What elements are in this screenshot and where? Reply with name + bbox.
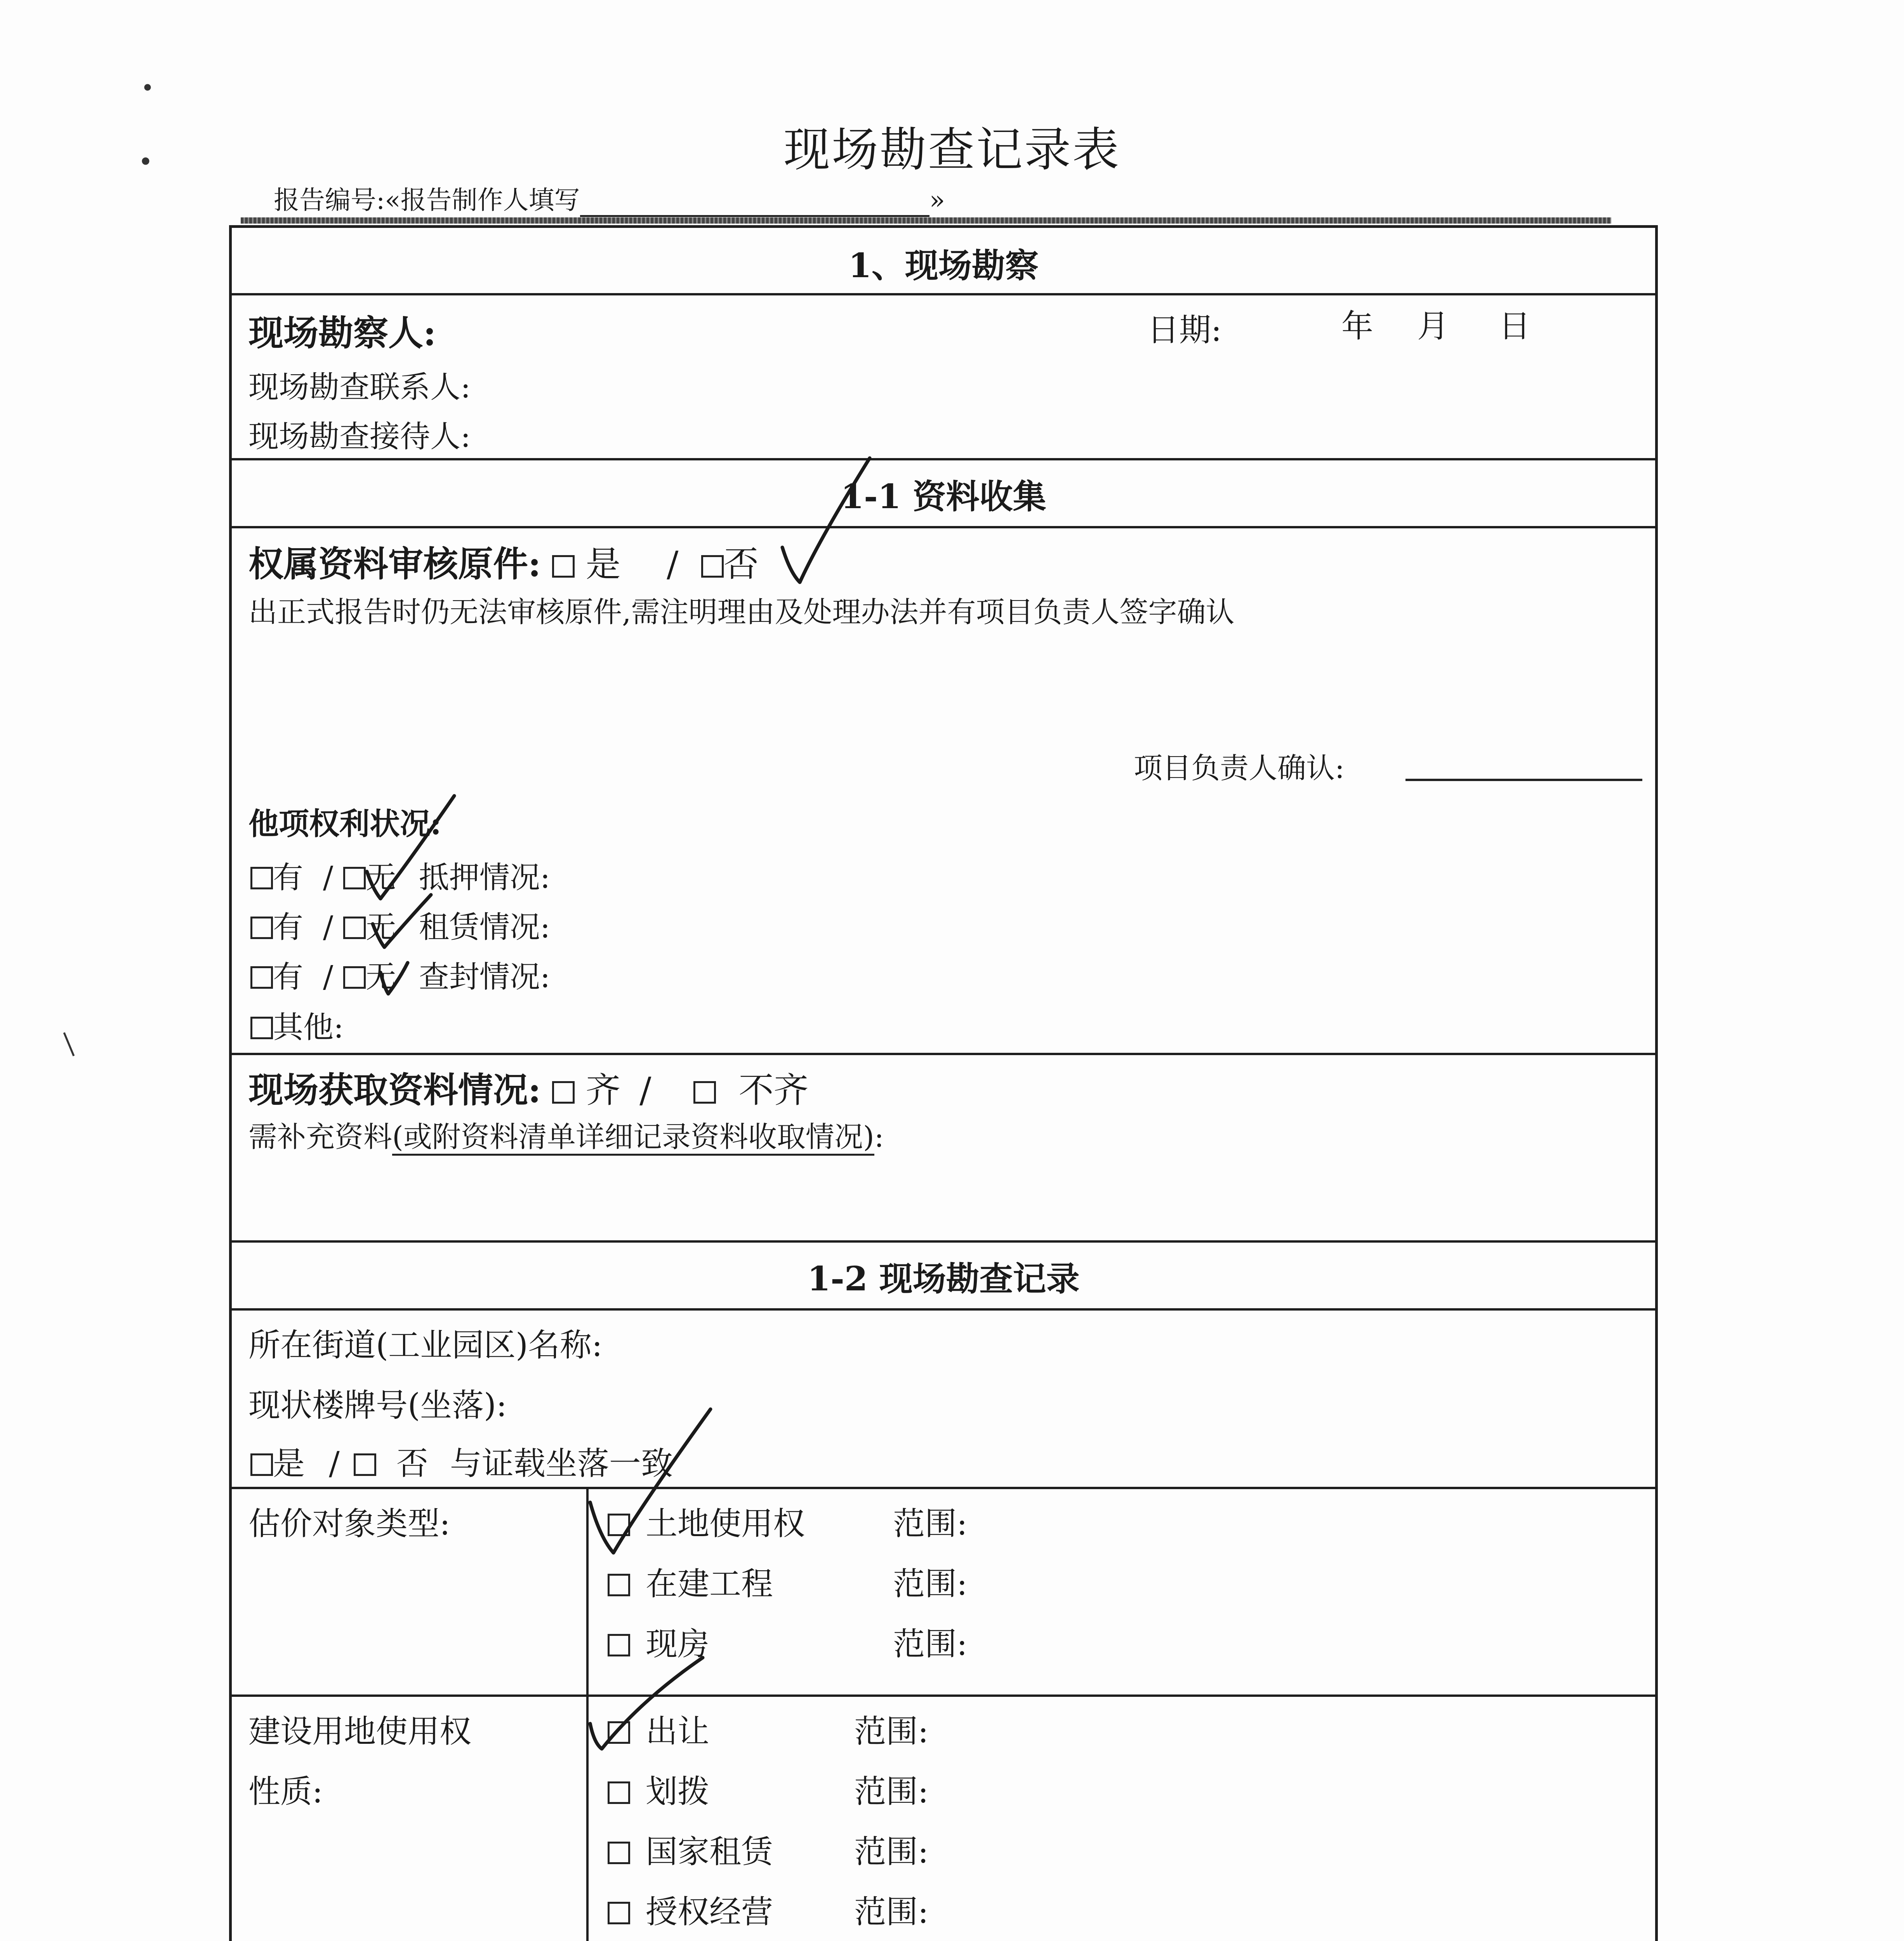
land-right-label: 建设用地使用权 — [248, 1713, 472, 1750]
allocation-label: 划拨 — [646, 1773, 710, 1810]
scope-label: 范围: — [854, 1833, 929, 1870]
original-note: 出正式报告时仍无法审核原件,需注明理由及处理办法并有项目负责人签字确认 — [248, 595, 1235, 629]
section-header-record: 1-2 现场勘查记录 — [807, 1259, 1080, 1299]
land-right-label-2: 性质: — [248, 1773, 323, 1810]
original-no-label: 否 — [724, 544, 759, 585]
checkmark-transfer — [590, 1658, 703, 1749]
consistent-no-label: 否 — [396, 1445, 428, 1482]
under-construction-label: 在建工程 — [646, 1566, 773, 1602]
transfer-label: 出让 — [646, 1713, 710, 1750]
other-rights-label: 他项权利状况: — [248, 806, 441, 842]
consistent-row: 是 / 否 与证载坐落一致 — [250, 1438, 673, 1484]
docs-incomplete-label: 不齐 — [738, 1070, 809, 1111]
street-label: 所在街道(工业园区)名称: — [248, 1327, 603, 1364]
form-title: 现场勘查记录表 — [783, 123, 1121, 177]
scan-speck — [143, 158, 148, 164]
checkmark-land-use-right — [590, 1409, 711, 1553]
checkmark-mortgage-none — [367, 796, 454, 899]
scan-mark — [64, 1033, 74, 1056]
supplement-underlined: (或附资料清单详细记录资料收取情况) — [392, 1120, 874, 1156]
authorized-operation-label: 授权经营 — [646, 1894, 773, 1931]
date-month: 月 — [1417, 308, 1449, 345]
consistent-yes-label: 是 — [273, 1445, 305, 1482]
mortgage-row: 有 / 无 抵押情况: — [250, 853, 550, 897]
has-label: 有 — [273, 960, 304, 995]
other-label: 其他: — [273, 1010, 344, 1045]
original-review-label: 权属资料审核原件: — [248, 543, 541, 585]
supplement-colon: : — [874, 1120, 884, 1154]
date-day: 日 — [1499, 308, 1531, 345]
scope-label: 范围: — [854, 1894, 929, 1931]
existing-house-label: 现房 — [646, 1626, 710, 1663]
has-label: 有 — [273, 910, 304, 945]
date-year: 年 — [1341, 308, 1374, 345]
none-label: 无 — [366, 910, 396, 945]
lease-label: 租赁情况: — [419, 910, 551, 945]
date-label: 日期: — [1147, 312, 1222, 349]
checkmark-original-no — [782, 458, 870, 582]
mortgage-label: 抵押情况: — [419, 860, 551, 895]
scan-speck — [145, 85, 150, 90]
seizure-label: 查封情况: — [419, 960, 551, 995]
none-label: 无 — [366, 860, 396, 895]
report-number-label: 报告编号:«报告制作人填写 — [274, 185, 580, 215]
docs-status-label: 现场获取资料情况: — [248, 1069, 541, 1111]
scope-label: 范围: — [854, 1773, 929, 1810]
state-lease-label: 国家租赁 — [646, 1833, 773, 1870]
scope-label: 范围: — [854, 1713, 929, 1750]
slash: / — [667, 544, 679, 585]
land-use-right-label: 土地使用权 — [646, 1505, 805, 1542]
has-label: 有 — [273, 860, 304, 895]
scope-label: 范围: — [893, 1626, 968, 1663]
section-header-survey: 1、现场勘察 — [848, 246, 1039, 285]
confirm-label: 项目负责人确认: — [1134, 752, 1345, 785]
contact-label: 现场勘查联系人: — [248, 370, 471, 405]
surveyor-label: 现场勘察人: — [248, 313, 436, 354]
scope-label: 范围: — [893, 1566, 968, 1602]
object-type-label: 估价对象类型: — [248, 1505, 450, 1542]
seizure-row: 有 / 无 查封情况: — [250, 953, 550, 996]
consistent-text: 与证载坐落一致 — [450, 1445, 673, 1482]
original-yes-label: 是 — [585, 544, 621, 585]
section-header-docs: 1-1 资料收集 — [841, 477, 1046, 516]
receiver-label: 现场勘查接待人: — [248, 419, 471, 454]
address-label: 现状楼牌号(坐落): — [248, 1387, 507, 1424]
none-label: 无 — [366, 960, 396, 995]
docs-complete-label: 齐 — [585, 1070, 621, 1111]
scope-label: 范围: — [893, 1505, 968, 1542]
checkmark-lease-none — [373, 895, 431, 947]
checkmark-seizure-none — [380, 963, 408, 994]
supplement-label: 需补充资料 — [248, 1120, 392, 1154]
report-number-suffix: » — [929, 185, 945, 215]
lease-row: 有 / 无 租赁情况: — [250, 903, 550, 946]
docs-status-row: 现场获取资料情况: 齐 / 不齐 — [248, 1069, 809, 1111]
